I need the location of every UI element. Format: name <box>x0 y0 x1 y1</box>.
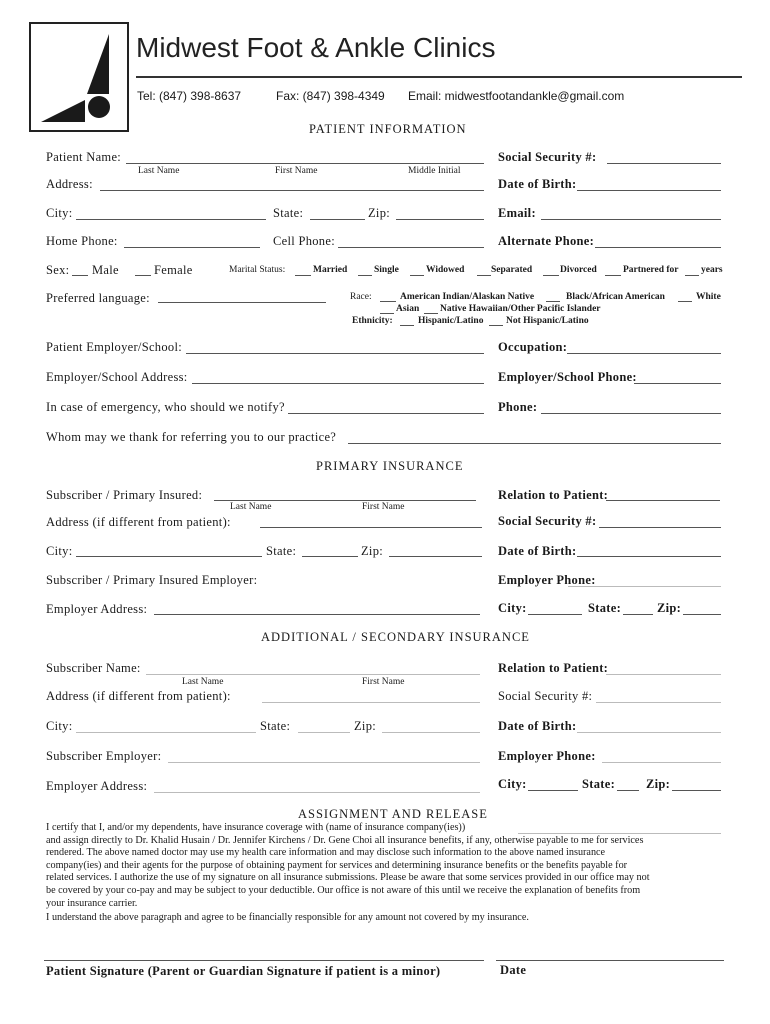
hispanic-option: Hispanic/Latino <box>418 316 484 326</box>
primary-subscriber-label: Subscriber / Primary Insured: <box>46 488 203 502</box>
asian-option: Asian <box>396 304 420 314</box>
state-label: State: <box>273 206 304 220</box>
secondary-insurance-heading: ADDITIONAL / SECONDARY INSURANCE <box>261 630 530 644</box>
male-option: Male <box>92 263 119 277</box>
patient-info-heading: PATIENT INFORMATION <box>309 122 467 136</box>
signature-date-field[interactable] <box>496 960 724 961</box>
middle-initial-caption: Middle Initial <box>408 166 461 176</box>
asian-checkbox[interactable] <box>380 313 394 314</box>
patient-signature-label: Patient Signature (Parent or Guardian Signature if patient is a minor) <box>46 964 441 978</box>
assignment-line: your insurance carrier. <box>46 897 138 909</box>
cell-phone-field[interactable] <box>338 247 484 248</box>
assignment-line: company(ies) and their agents for the purpose of obtaining payment for services and determining insurance benefits or the benefits payable for <box>46 859 628 871</box>
city-label: City: <box>46 206 73 220</box>
widowed-option: Widowed <box>426 265 465 275</box>
primary-state2-label: State: <box>588 601 622 615</box>
clinic-email: Email: midwestfootandankle@gmail.com <box>408 89 625 103</box>
assignment-heading: ASSIGNMENT AND RELEASE <box>298 807 488 821</box>
email-field[interactable] <box>541 219 721 220</box>
primary-dob-label: Date of Birth: <box>498 544 577 558</box>
alt-phone-field[interactable] <box>595 247 721 248</box>
primary-subscriber-field[interactable] <box>214 500 476 501</box>
primary-address-field[interactable] <box>260 527 482 528</box>
employer-phone-label: Employer/School Phone: <box>498 370 637 384</box>
city-field[interactable] <box>76 219 266 220</box>
secondary-ssn-field[interactable] <box>596 702 721 703</box>
secondary-last-name-caption: Last Name <box>182 677 224 687</box>
assignment-paragraph <box>46 822 736 925</box>
ssn-label: Social Security #: <box>498 150 597 164</box>
assignment-line: I certify that I, and/or my dependents, have insurance coverage with (name of insurance company(ies)) <box>46 822 466 833</box>
white-checkbox[interactable] <box>678 301 692 302</box>
zip-label: Zip: <box>368 206 391 220</box>
insurance-company-field[interactable] <box>518 833 721 834</box>
ethnicity-label: Ethnicity: <box>352 316 393 326</box>
clinic-name: Midwest Foot & Ankle Clinics <box>136 32 496 63</box>
secondary-first-name-caption: First Name <box>362 677 405 687</box>
assignment-line: related services. I authorize the use of my signature on all insurance submissions. Please be aware that some services provided in our office may not <box>46 872 650 884</box>
secondary-relation-field[interactable] <box>606 674 721 675</box>
assignment-line: be covered by your co-pay and may be subject to your deductible. Our office is not aware of this until we receive the explanation of benefits from <box>46 884 641 896</box>
secondary-dob-field[interactable] <box>577 732 721 733</box>
secondary-city2-label: City: <box>498 777 527 791</box>
patient-signature-field[interactable] <box>44 960 484 961</box>
ssn-field[interactable] <box>607 163 721 164</box>
employer-school-field[interactable] <box>186 353 484 354</box>
home-phone-field[interactable] <box>124 247 260 248</box>
separated-option: Separated <box>491 265 533 275</box>
employer-address-label: Employer/School Address: <box>46 370 188 384</box>
preferred-language-field[interactable] <box>158 302 326 303</box>
widowed-checkbox[interactable] <box>410 275 424 276</box>
secondary-employer-phone-label: Employer Phone: <box>498 749 596 763</box>
home-phone-label: Home Phone: <box>46 234 118 248</box>
primary-employer-address-label: Employer Address: <box>46 602 148 616</box>
american-indian-option: American Indian/Alaskan Native <box>400 292 535 302</box>
dob-label: Date of Birth: <box>498 177 577 191</box>
secondary-zip2-label: Zip: <box>646 777 671 791</box>
employer-phone-field[interactable] <box>634 383 721 384</box>
secondary-employer-phone-field[interactable] <box>602 762 721 763</box>
clinic-logo <box>29 22 129 132</box>
secondary-address-field[interactable] <box>262 702 480 703</box>
female-checkbox[interactable] <box>135 275 151 276</box>
emergency-phone-label: Phone: <box>498 400 538 414</box>
primary-relation-label: Relation to Patient: <box>498 488 609 502</box>
address-field[interactable] <box>100 190 484 191</box>
primary-state-field[interactable] <box>302 556 358 557</box>
marital-status-label: Marital Status: <box>229 265 286 275</box>
sex-label: Sex: <box>46 263 70 277</box>
employer-address-field[interactable] <box>192 383 484 384</box>
primary-zip-label: Zip: <box>361 544 384 558</box>
zip-field[interactable] <box>396 219 484 220</box>
last-name-caption: Last Name <box>138 166 180 176</box>
secondary-state2-field[interactable] <box>617 790 639 791</box>
primary-dob-field[interactable] <box>577 556 721 557</box>
primary-state2-field[interactable] <box>623 614 653 615</box>
black-option: Black/African American <box>566 292 665 302</box>
secondary-employer-address-field[interactable] <box>154 792 480 793</box>
primary-employer-label: Subscriber / Primary Insured Employer: <box>46 573 258 587</box>
american-indian-checkbox[interactable] <box>380 301 396 302</box>
patient-name-label: Patient Name: <box>46 150 122 164</box>
female-option: Female <box>154 263 193 277</box>
employer-school-label: Patient Employer/School: <box>46 340 183 354</box>
signature-date-label: Date <box>500 963 527 977</box>
secondary-zip-field[interactable] <box>382 732 480 733</box>
primary-employer-address-field[interactable] <box>154 614 480 615</box>
primary-city2-label: City: <box>498 601 527 615</box>
secondary-address-label: Address (if different from patient): <box>46 689 231 703</box>
secondary-state2-label: State: <box>582 777 616 791</box>
married-checkbox[interactable] <box>295 275 311 276</box>
primary-address-label: Address (if different from patient): <box>46 515 231 529</box>
occupation-label: Occupation: <box>498 340 568 354</box>
partnered-option: Partnered for <box>623 265 679 275</box>
primary-zip2-label: Zip: <box>657 601 682 615</box>
single-option: Single <box>374 265 399 275</box>
primary-first-name-caption: First Name <box>362 502 405 512</box>
secondary-employer-address-label: Employer Address: <box>46 779 148 793</box>
primary-last-name-caption: Last Name <box>230 502 272 512</box>
black-checkbox[interactable] <box>546 301 560 302</box>
first-name-caption: First Name <box>275 166 318 176</box>
referral-field[interactable] <box>348 443 721 444</box>
separated-checkbox[interactable] <box>477 275 491 276</box>
secondary-dob-label: Date of Birth: <box>498 719 577 733</box>
emergency-label: In case of emergency, who should we notify? <box>46 400 285 414</box>
assignment-line: rendered. The above named doctor may use my health care information and may disclose such information to the above named insurance <box>46 847 606 859</box>
state-field[interactable] <box>310 219 365 220</box>
secondary-relation-label: Relation to Patient: <box>498 661 609 675</box>
occupation-field[interactable] <box>567 353 721 354</box>
partnered-years-field[interactable] <box>685 275 699 276</box>
assignment-line: and assign directly to Dr. Khalid Husain / Dr. Jennifer Kirchens / Dr. Gene Choi all insurance benefits, if any, otherwise payable to me for services <box>46 834 644 846</box>
divorced-checkbox[interactable] <box>543 275 559 276</box>
not-hispanic-option: Not Hispanic/Latino <box>506 316 589 326</box>
cell-phone-label: Cell Phone: <box>273 234 335 248</box>
native-hawaiian-checkbox[interactable] <box>424 313 438 314</box>
single-checkbox[interactable] <box>358 275 372 276</box>
patient-name-field[interactable] <box>126 163 484 164</box>
emergency-phone-field[interactable] <box>541 413 721 414</box>
secondary-city-field[interactable] <box>76 732 256 733</box>
years-label: years <box>701 265 723 275</box>
alt-phone-label: Alternate Phone: <box>498 234 595 248</box>
married-option: Married <box>313 265 348 275</box>
primary-ssn-label: Social Security #: <box>498 514 597 528</box>
white-option: White <box>696 292 721 302</box>
primary-zip-field[interactable] <box>389 556 482 557</box>
hispanic-checkbox[interactable] <box>400 325 414 326</box>
male-checkbox[interactable] <box>72 275 88 276</box>
preferred-language-label: Preferred language: <box>46 291 150 305</box>
email-label: Email: <box>498 206 536 220</box>
clinic-tel: Tel: (847) 398-8637 <box>137 89 242 103</box>
secondary-city-label: City: <box>46 719 73 733</box>
secondary-subscriber-label: Subscriber Name: <box>46 661 141 675</box>
secondary-city2-field[interactable] <box>528 790 578 791</box>
clinic-fax: Fax: (847) 398-4349 <box>276 89 385 103</box>
referral-label: Whom may we thank for referring you to our practice? <box>46 430 337 444</box>
address-label: Address: <box>46 177 93 191</box>
partnered-checkbox[interactable] <box>605 275 621 276</box>
primary-city-label: City: <box>46 544 73 558</box>
race-label: Race: <box>350 292 372 302</box>
assignment-understand: I understand the above paragraph and agree to be financially responsible for any amount not covered by my insurance. <box>46 912 529 924</box>
primary-city2-field[interactable] <box>528 614 582 615</box>
secondary-state-label: State: <box>260 719 291 733</box>
native-hawaiian-option: Native Hawaiian/Other Pacific Islander <box>440 304 601 314</box>
header-rule <box>136 76 742 78</box>
divorced-option: Divorced <box>560 265 597 275</box>
primary-state-label: State: <box>266 544 297 558</box>
secondary-subscriber-field[interactable] <box>146 674 480 675</box>
primary-relation-field[interactable] <box>606 500 720 501</box>
primary-employer-phone-field[interactable] <box>568 586 721 587</box>
secondary-ssn-label: Social Security #: <box>498 689 593 703</box>
primary-city-field[interactable] <box>76 556 262 557</box>
secondary-state-field[interactable] <box>298 732 350 733</box>
primary-ssn-field[interactable] <box>599 527 721 528</box>
emergency-field[interactable] <box>288 413 484 414</box>
secondary-zip-label: Zip: <box>354 719 377 733</box>
secondary-employer-field[interactable] <box>168 762 480 763</box>
not-hispanic-checkbox[interactable] <box>489 325 503 326</box>
secondary-zip2-field[interactable] <box>672 790 721 791</box>
primary-insurance-heading: PRIMARY INSURANCE <box>316 459 464 473</box>
secondary-employer-label: Subscriber Employer: <box>46 749 162 763</box>
primary-zip2-field[interactable] <box>683 614 721 615</box>
primary-employer-phone-label: Employer Phone: <box>498 573 596 587</box>
dob-field[interactable] <box>577 190 721 191</box>
